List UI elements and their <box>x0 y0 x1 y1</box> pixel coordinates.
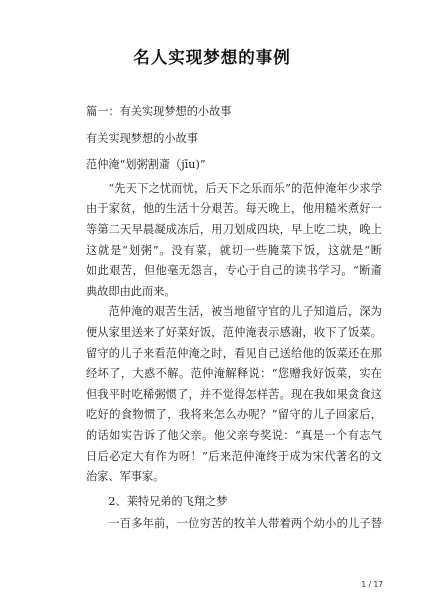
paragraph-line: 留守的儿子来看范仲淹之时，看见自己送给他的饭菜还在那 <box>86 346 382 360</box>
paragraph-line: 便从家里送来了好菜好饭，范仲淹表示感谢，收下了饭菜。 <box>86 325 382 339</box>
document-body <box>86 102 382 535</box>
paragraph-1 <box>86 179 382 303</box>
paragraph-line: 典故即由此而来。 <box>86 284 176 298</box>
paragraph-line: 吃好的食物惯了，我将来怎么办呢？”留守的儿子回家后， <box>86 408 382 422</box>
paragraph-line: 的话如实告诉了他父亲。他父亲夸奖说：“真是一个有志气 <box>86 428 382 442</box>
paragraph-line: 由于家贫，他的生活十分艰苦。每天晚上，他用糙米煮好一 <box>86 202 382 216</box>
paragraph-line: 日后必定大有作为呀！”后来范仲淹终于成为宋代著名的文 <box>86 449 382 463</box>
section-heading: 篇一：有关实现梦想的小故事 <box>86 105 232 118</box>
paragraph-line: “先天下之忧而忧，后天下之乐而乐”的范仲淹年少求学 <box>108 181 382 195</box>
paragraph-line: 治家、军事家。 <box>86 470 165 484</box>
paragraph-3 <box>86 514 382 535</box>
story-title-wright-brothers: 2、莱特兄弟的飞翔之梦 <box>108 494 228 508</box>
paragraph-line: 但我平时吃稀粥惯了，并不觉得怎样苦。现在我如果贪食这 <box>86 387 382 401</box>
story-collection-heading: 有关实现梦想的小故事 <box>86 131 198 145</box>
page-number: 1 / 17 <box>361 580 383 589</box>
paragraph-line: 这就是“划粥”。没有菜，就切一些腌菜下饭，这就是“断 <box>86 243 382 257</box>
paragraph-line: 如此艰苦，但他毫无怨言，专心于自己的读书学习。“断齑 <box>86 264 382 278</box>
paragraph-line: 一百多年前，一位穷苦的牧羊人带着两个幼小的儿子替 <box>108 517 382 531</box>
paragraph-line: 范仲淹的艰苦生活，被当地留守官的儿子知道后，深为 <box>108 305 382 319</box>
paragraph-2 <box>86 302 382 487</box>
story-title-fan-zhongyan: 范仲淹“划粥割齑（jīu)” <box>86 158 206 172</box>
paragraph-line: 经坏了，大惑不解。范仲淹解释说：“您赠我好饭菜，实在 <box>86 367 382 381</box>
document-title: 名人实现梦想的事例 <box>133 48 291 67</box>
paragraph-line: 等第二天早晨凝成冻后，用刀划成四块，早上吃二块，晚上 <box>86 222 382 236</box>
